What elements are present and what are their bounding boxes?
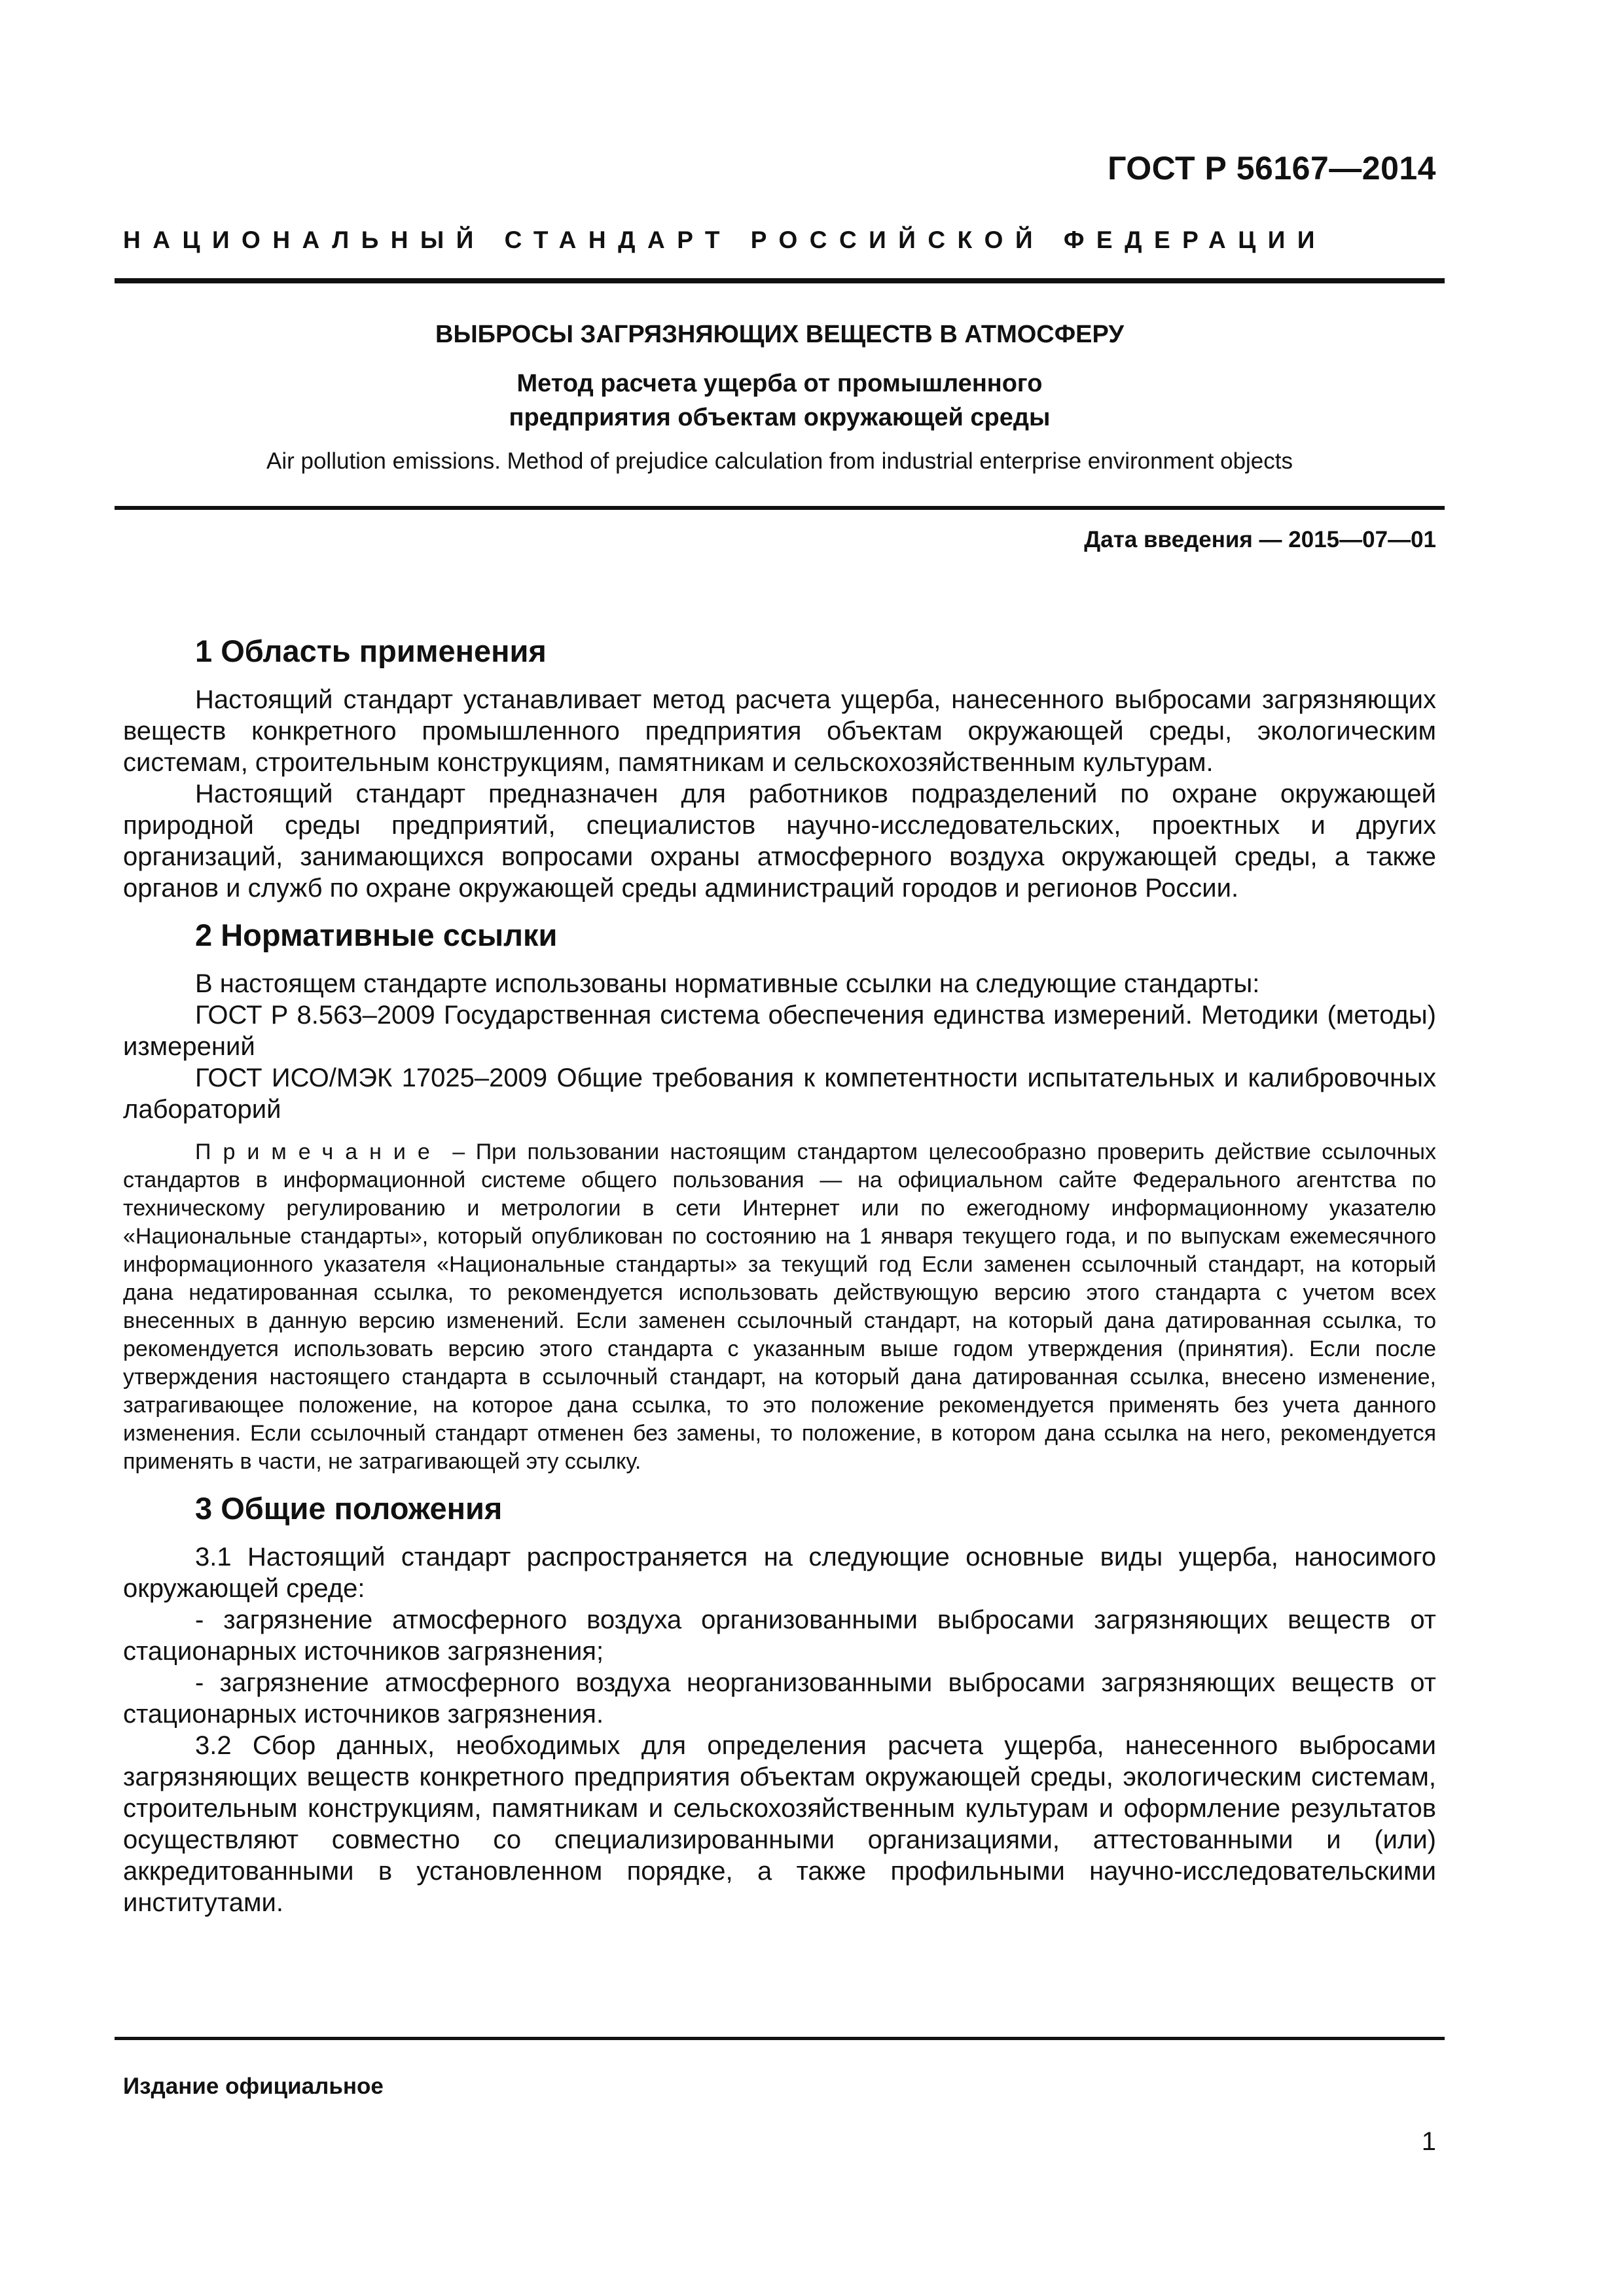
section-3-paragraph-1: 3.1 Настоящий стандарт распространяется на следующие основные виды ущерба, наносимого окружающей среде: <box>123 1543 1436 1603</box>
subtitle-line-2: предприятия объектам окружающей среды <box>509 404 1051 431</box>
section-1-heading: 1 Область применения <box>195 634 547 668</box>
edition-label: Издание официальное <box>123 2073 384 2099</box>
date-of-introduction: Дата введения — 2015—07—01 <box>1084 527 1436 552</box>
document-body <box>123 632 1436 1918</box>
gost-number: ГОСТ Р 56167—2014 <box>1108 150 1436 187</box>
section-2-note <box>123 1138 1436 1476</box>
section-3-paragraph-4: 3.2 Сбор данных, необходимых для определения расчета ущерба, нанесенного выбросами загрязняющих веществ конкретного предприятия объектам окружающей среды, экологическим системам, строительным конструкциям, памятникам и сельскохозяйственным культурам и оформление результатов осуществляют совместно со специализированными организациями, аттестованными и (или) аккредитованными в установленном порядке, а также профильными научно-исследовательскими институтами. <box>123 1731 1436 1917</box>
section-3-paragraph-3: - загрязнение атмосферного воздуха неорганизованными выбросами загрязняющих веществ от стационарных источников загрязнения. <box>123 1668 1436 1729</box>
title-rule <box>115 506 1445 510</box>
footer-rule <box>115 2037 1445 2040</box>
section-2-heading: 2 Нормативные ссылки <box>195 918 558 952</box>
note-label: Примечание <box>195 1139 442 1164</box>
subtitle-line-1: Метод расчета ущерба от промышленного <box>516 370 1043 397</box>
document-title: ВЫБРОСЫ ЗАГРЯЗНЯЮЩИХ ВЕЩЕСТВ В АТМОСФЕРУ <box>435 321 1124 348</box>
section-3-heading: 3 Общие положения <box>195 1491 503 1526</box>
national-standard-banner: НАЦИОНАЛЬНЫЙ СТАНДАРТ РОССИЙСКОЙ ФЕДЕРАЦИИ <box>123 226 1327 253</box>
page-number: 1 <box>1421 2127 1436 2156</box>
section-2-paragraph-2: ГОСТ Р 8.563–2009 Государственная система обеспечения единства измерений. Методики (методы) измерений <box>123 1001 1436 1061</box>
header-rule <box>115 278 1445 283</box>
note-text: – При пользовании настоящим стандартом целесообразно проверить действие ссылочных стандартов в информационной системе общего пользования — на официальном сайте Федерального агентства по техническому регулированию и метрологии в сети Интернет или по ежегодному информационному указателю «Национальные стандарты», который опубликован по состоянию на 1 января текущего года, и по выпускам ежемесячного информационного указателя «Национальные стандарты» за текущий год Если заменен ссылочный стандарт, на который дана недатированная ссылка, то рекомендуется использовать действующую версию этого стандарта с учетом всех внесенных в данную версию изменений. Если заменен ссылочный стандарт, на который дана датированная ссылка, то рекомендуется использовать версию этого стандарта с указанным выше годом утверждения (принятия). Если после утверждения настоящего стандарта в ссылочный стандарт, на который дана датированная ссылка, внесено изменение, затрагивающее положение, на которое дана ссылка, то это положение рекомендуется применять без учета данного изменения. Если ссылочный стандарт отменен без замены, то положение, в котором дана ссылка на него, рекомендуется применять в части, не затрагивающей эту ссылку. <box>123 1139 1436 1474</box>
document-subtitle <box>115 367 1445 435</box>
section-3-paragraph-2: - загрязнение атмосферного воздуха организованными выбросами загрязняющих веществ от стационарных источников загрязнения; <box>123 1605 1436 1666</box>
section-1-paragraph-2: Настоящий стандарт предназначен для работников подразделений по охране окружающей природной среды предприятий, специалистов научно-исследовательских, проектных и других организаций, занимающихся вопросами охраны атмосферного воздуха окружающей среды, а также органов и служб по охране окружающей среды администраций городов и регионов России. <box>123 780 1436 903</box>
english-title: Air pollution emissions. Method of prejudice calculation from industrial enterprise environment objects <box>266 448 1293 474</box>
section-1-paragraph-1: Настоящий стандарт устанавливает метод расчета ущерба, нанесенного выбросами загрязняющих веществ конкретного промышленного предприятия объектам окружающей среды, экологическим системам, строительным конструкциям, памятникам и сельскохозяйственным культурам. <box>123 685 1436 777</box>
section-2-paragraph-1: В настоящем стандарте использованы нормативные ссылки на следующие стандарты: <box>195 969 1260 998</box>
section-2-paragraph-3: ГОСТ ИСО/МЭК 17025–2009 Общие требования к компетентности испытательных и калибровочных лабораторий <box>123 1064 1436 1124</box>
